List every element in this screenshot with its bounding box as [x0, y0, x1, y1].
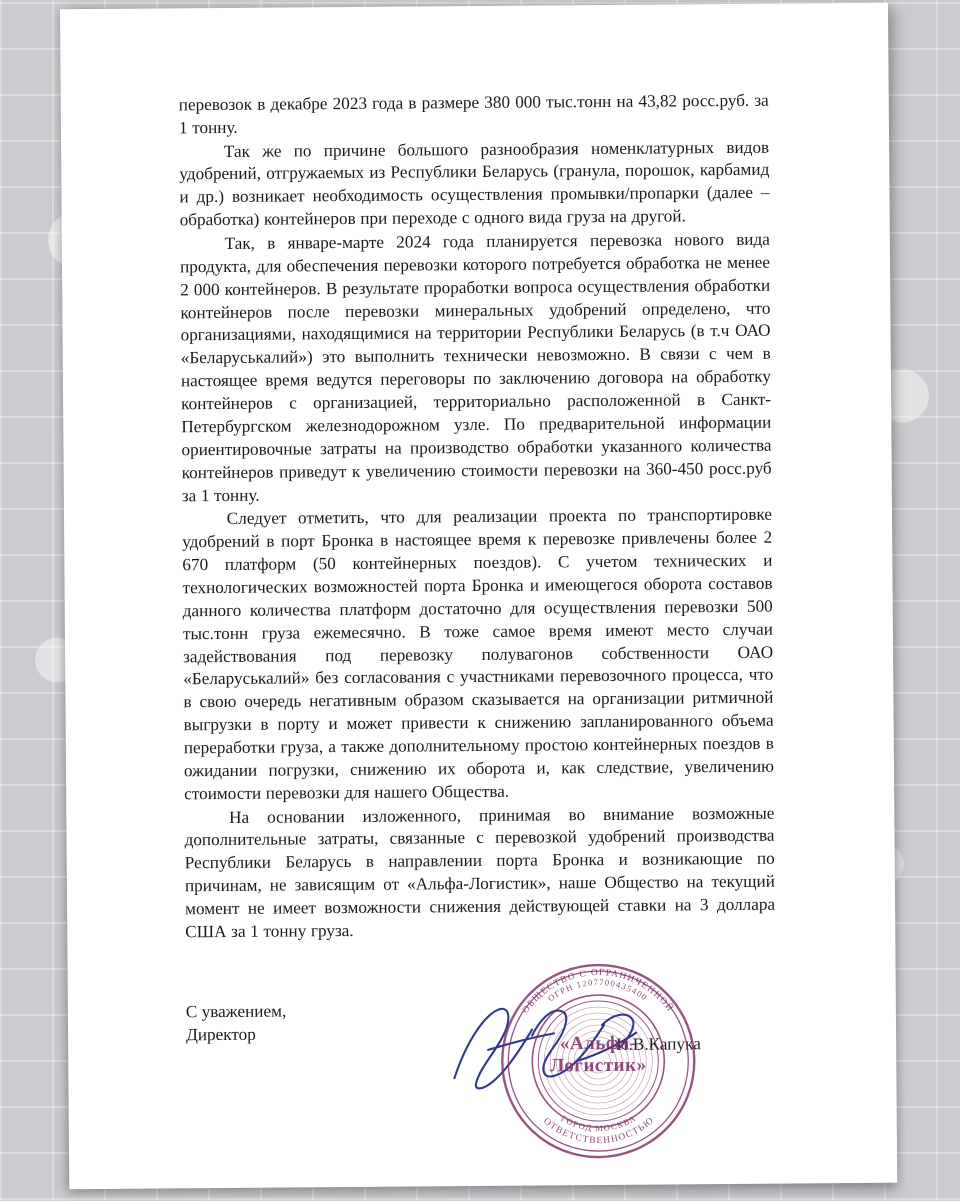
company-stamp-icon [485, 948, 711, 1174]
signature-name: И.В.Капука [616, 1034, 701, 1054]
stamp-outer-text-registry: ОГРН 1207700435400 [545, 976, 650, 1004]
paragraph-4: Следует отметить, что для реализации проекта по транспортировке удобрений в порт Бронка в настоящее время к перевозке привлечены более 2 670 платформ (50 контейнерных поездов). С учетом технических и технологических возможностей порта Бронка и имеющегося оборота составов данного количества платформ достаточно для осуществления перевозки 500 тыс.тонн груза ежемесячно. В тоже самое время имеют место случаи задействования под перевозку полувагонов собственности ОАО «Беларуськалий» без согласования с участниками перевозочного процесса, что в свою очередь негативным образом сказывается на организации ритмичной выгрузки в порту и может привести к снижению запланированного объема переработки груза, а также дополнительному простою контейнерных поездов в ожидании погрузки, снижению их оборота и, как следствие, увеличению стоимости перевозки для нашего Общества. [182, 505, 775, 804]
paragraph-2: Так же по причине большого разнообразия номенклатурных видов удобрений, отгружаемых из Республики Беларусь (гранула, порошок, карбамид и др.) возникает необходимость осуществления промывки/пропарки (далее – обработка) контейнеров при переходе с одного вида груза на другой. [179, 137, 770, 230]
stamp-outer-text-city: ГОРОД МОСКВА [559, 1112, 639, 1133]
stamp-company-line2: Логистик» [550, 1054, 647, 1077]
paragraph-3: Так, в январе-марте 2024 года планируется перевозка нового вида продукта, для обеспечения перевозки которого потребуется обработка не менее 2 000 контейнеров. В результате проработки вопроса осуществления обработки контейнеров после перевозки минеральных удобрений определено, что организациями, находящимися на территории Республики Беларусь (в т.ч ОАО «Беларуськалий») это выполнить технически невозможно. В связи с чем в настоящее время ведутся переговоры по заключению договора на обработку контейнеров с организацией, территориально расположенной в Санкт-Петербургском железнодорожном узле. По предварительной информации ориентировочные затраты на производство обработки указанного количества контейнеров приведут к увеличению стоимости перевозки на 360-450 росс.руб за 1 тонну. [179, 229, 772, 505]
signature-position: Директор [185, 1024, 256, 1045]
signature-closing: С уважением, [185, 1001, 287, 1022]
signature-block [185, 967, 778, 1200]
paragraph-1: перевозок в декабре 2023 года в размере 380 000 тыс.тонн на 43,82 росс.руб. за 1 тонну. [178, 90, 769, 138]
stamp-outer-text-bottom: ОТВЕТСТВЕННОСТЬЮ [541, 1115, 657, 1146]
page-content [179, 90, 778, 1200]
stamp-outer-text-top: ОБЩЕСТВО С ОГРАНИЧЕННОЙ [520, 967, 676, 1016]
paragraph-5: На основании изложенного, принимая во внимание возможные дополнительные затраты, связанные с перевозкой удобрений производства Республики Беларусь в направлении порта Бронка и возникающие по причинам, не зависящим от «Альфа-Логистик», наше Общество на текущий момент не имеет возможности снижения действующей ставки на 3 доллара США за 1 тонну груза. [184, 803, 776, 942]
document-page [60, 3, 897, 1189]
stamp-company-line1: «Альфа- [559, 1032, 637, 1055]
